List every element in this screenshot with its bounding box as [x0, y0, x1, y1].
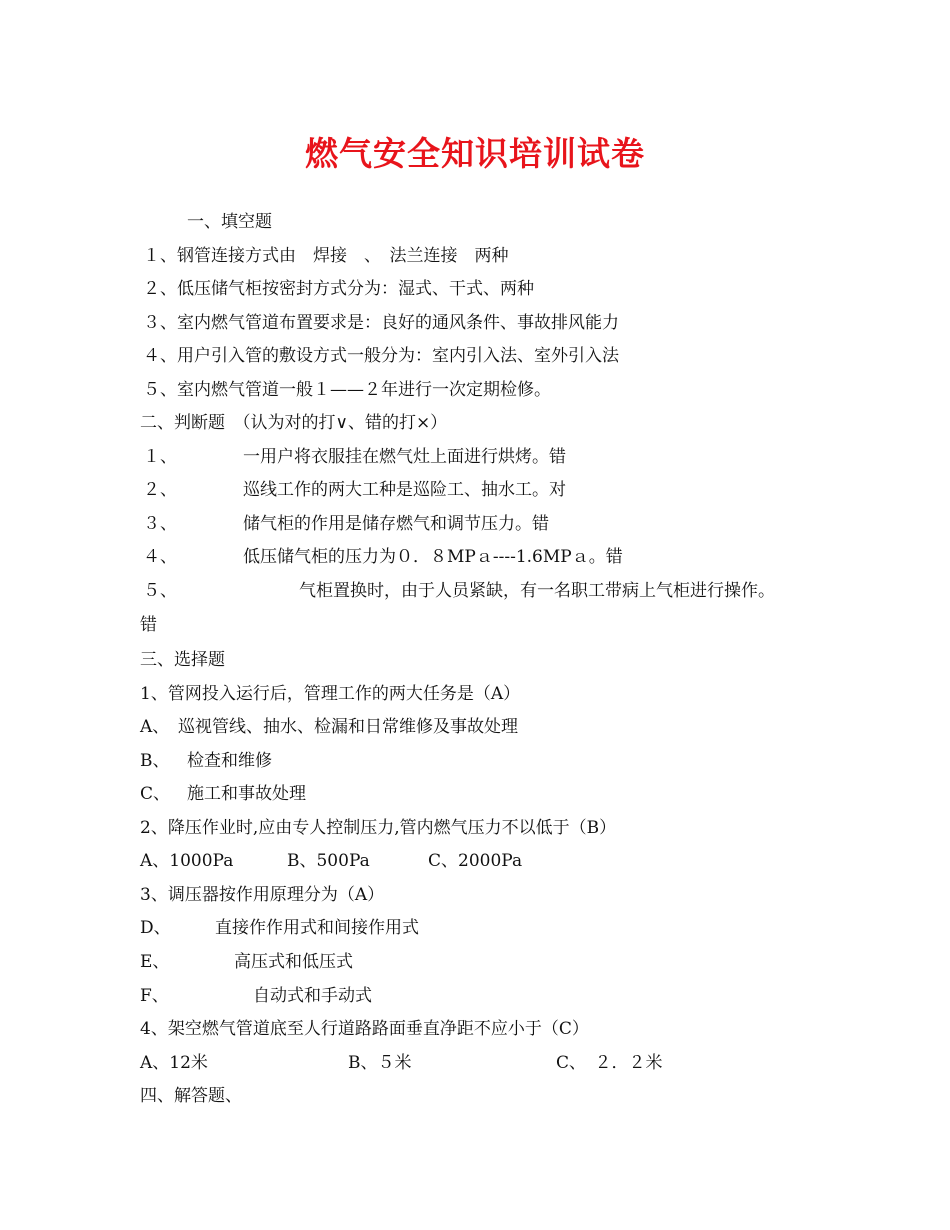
- true-false-q1-text: 一用户将衣服挂在燃气灶上面进行烘烤。错: [243, 447, 566, 467]
- choice-q1-b-text: 检查和维修: [187, 751, 272, 771]
- choice-q2-a: A、1000Pa: [140, 851, 234, 871]
- choice-q2-b: B、500Pa: [287, 851, 370, 871]
- fill-blank-q3: ３、室内燃气管道布置要求是：良好的通风条件、事故排风能力: [143, 313, 619, 333]
- fill-blank-q4: ４、用户引入管的敷设方式一般分为：室内引入法、室外引入法: [143, 346, 619, 366]
- section-fill-blank-heading: 一、填空题: [187, 212, 272, 232]
- fill-blank-q5: ５、室内燃气管道一般１——２年进行一次定期检修。: [143, 380, 551, 400]
- true-false-q2-text: 巡线工作的两大工种是巡险工、抽水工。对: [243, 480, 566, 500]
- true-false-q5-answer: 错: [140, 615, 157, 635]
- fill-blank-q1: １、钢管连接方式由 焊接 、 法兰连接 两种: [143, 246, 509, 266]
- section-choice-heading: 三、选择题: [140, 650, 225, 670]
- section-answer-heading: 四、解答题、: [140, 1086, 242, 1106]
- true-false-q1-number: １、: [143, 447, 177, 467]
- choice-q4-a: A、12米: [140, 1053, 208, 1073]
- choice-q3-stem: 3、调压器按作用原理分为（A）: [140, 885, 385, 905]
- choice-q1-stem: 1、管网投入运行后，管理工作的两大任务是（A）: [140, 684, 521, 704]
- choice-q2-c: C、2000Pa: [428, 851, 523, 871]
- fill-blank-q2: ２、低压储气柜按密封方式分为：湿式、干式、两种: [143, 279, 534, 299]
- choice-q4-stem: 4、架空燃气管道底至人行道路路面垂直净距不应小于（C）: [140, 1019, 589, 1039]
- true-false-q4-text: 低压储气柜的压力为０．８MPａ----1.6MPａ。错: [243, 547, 623, 567]
- section-true-false-heading: 二、判断题 （认为对的打∨、错的打×）: [140, 413, 448, 433]
- choice-q3-e-letter: E、: [140, 952, 170, 972]
- choice-q3-f-text: 自动式和手动式: [253, 986, 372, 1006]
- true-false-q3-number: ３、: [143, 514, 177, 534]
- true-false-q4-number: ４、: [143, 547, 177, 567]
- choice-q1-c-text: 施工和事故处理: [187, 784, 306, 804]
- choice-q3-d-text: 直接作作用式和间接作用式: [215, 918, 419, 938]
- choice-q1-b-letter: B、: [140, 751, 170, 771]
- true-false-q5-text: 气柜置换时，由于人员紧缺，有一名职工带病上气柜进行操作。: [299, 581, 775, 601]
- choice-q1-a-text: 巡视管线、抽水、检漏和日常维修及事故处理: [178, 717, 518, 737]
- choice-q4-b: B、５米: [348, 1053, 412, 1073]
- choice-q1-c-letter: C、: [140, 784, 171, 804]
- choice-q3-d-letter: D、: [140, 918, 171, 938]
- true-false-q2-number: ２、: [143, 480, 177, 500]
- true-false-q5-number: ５、: [143, 581, 177, 601]
- choice-q2-stem: 2、降压作业时,应由专人控制压力,管内燃气压力不以低于（B）: [140, 818, 617, 838]
- true-false-q3-text: 储气柜的作用是储存燃气和调节压力。错: [243, 514, 549, 534]
- choice-q3-e-text: 高压式和低压式: [234, 952, 353, 972]
- choice-q1-a-letter: A、: [140, 717, 170, 737]
- page-title: 燃气安全知识培训试卷: [305, 134, 645, 173]
- choice-q3-f-letter: F、: [140, 986, 169, 1006]
- choice-q4-c: C、 ２．２米: [556, 1053, 663, 1073]
